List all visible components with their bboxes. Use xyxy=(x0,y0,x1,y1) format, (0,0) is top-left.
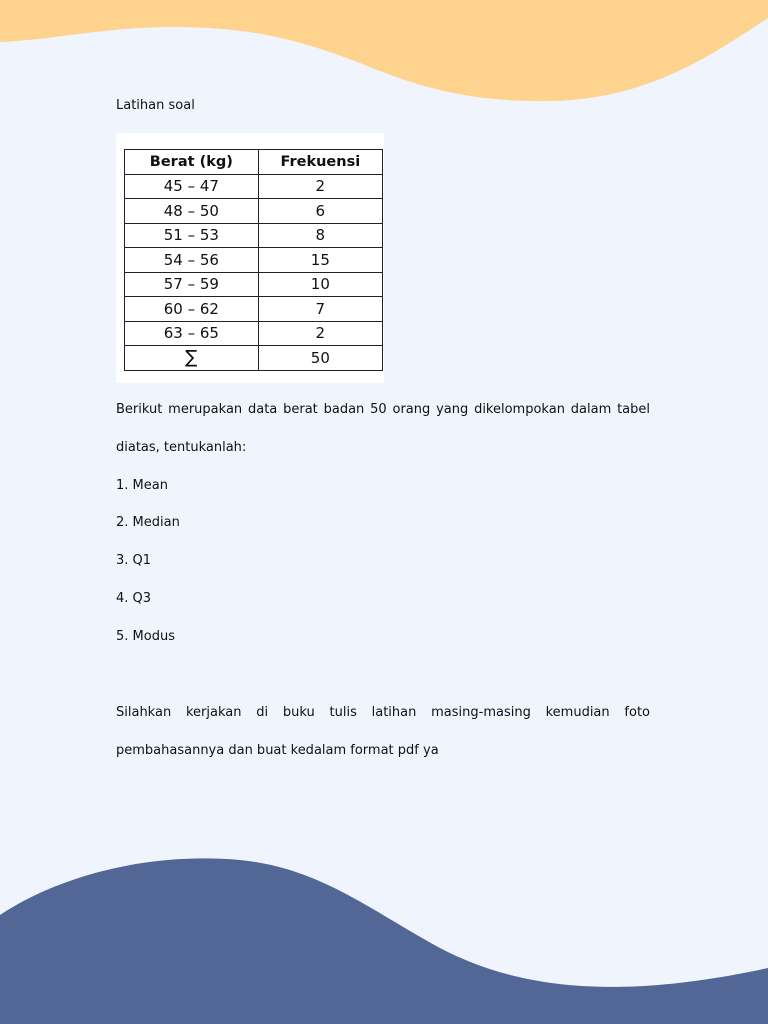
table-row xyxy=(125,223,383,248)
question-item: 3. Q1 xyxy=(116,553,152,568)
cell-frequency: 8 xyxy=(258,223,382,248)
cell-range: 48 – 50 xyxy=(125,199,259,224)
table-row xyxy=(125,297,383,322)
question-item: 5. Modus xyxy=(116,629,175,644)
top-wave-decoration xyxy=(0,0,768,110)
cell-frequency: 10 xyxy=(258,272,382,297)
frequency-table-image xyxy=(116,133,384,383)
header-berat: Berat (kg) xyxy=(125,150,259,175)
table-row xyxy=(125,174,383,199)
bottom-wave-shape xyxy=(0,858,768,1024)
page-title: Latihan soal xyxy=(116,98,195,113)
instruction-paragraph: Silahkan kerjakan di buku tulis latihan masing-masing kemudian foto pembahasannya dan buat kedalam format pdf ya xyxy=(116,705,650,758)
sigma-symbol: ∑ xyxy=(125,346,259,371)
table-total-row xyxy=(125,346,383,371)
question-item: 2. Median xyxy=(116,515,180,530)
cell-range: 63 – 65 xyxy=(125,321,259,346)
bottom-wave-decoration xyxy=(0,850,768,1024)
question-item: 1. Mean xyxy=(116,478,168,493)
top-wave-shape xyxy=(0,0,768,101)
cell-frequency: 2 xyxy=(258,321,382,346)
cell-frequency: 6 xyxy=(258,199,382,224)
cell-range: 57 – 59 xyxy=(125,272,259,297)
cell-range: 45 – 47 xyxy=(125,174,259,199)
table-row xyxy=(125,321,383,346)
table-header-row xyxy=(125,150,383,175)
header-frekuensi: Frekuensi xyxy=(258,150,382,175)
total-frequency: 50 xyxy=(258,346,382,371)
question-item: 4. Q3 xyxy=(116,591,152,606)
table-row xyxy=(125,199,383,224)
table-row xyxy=(125,272,383,297)
cell-range: 60 – 62 xyxy=(125,297,259,322)
frequency-table xyxy=(124,149,383,371)
cell-frequency: 15 xyxy=(258,248,382,273)
cell-range: 54 – 56 xyxy=(125,248,259,273)
intro-paragraph: Berikut merupakan data berat badan 50 orang yang dikelompokan dalam tabel diatas, tentukanlah: xyxy=(116,402,650,455)
table-row xyxy=(125,248,383,273)
cell-frequency: 2 xyxy=(258,174,382,199)
cell-range: 51 – 53 xyxy=(125,223,259,248)
cell-frequency: 7 xyxy=(258,297,382,322)
